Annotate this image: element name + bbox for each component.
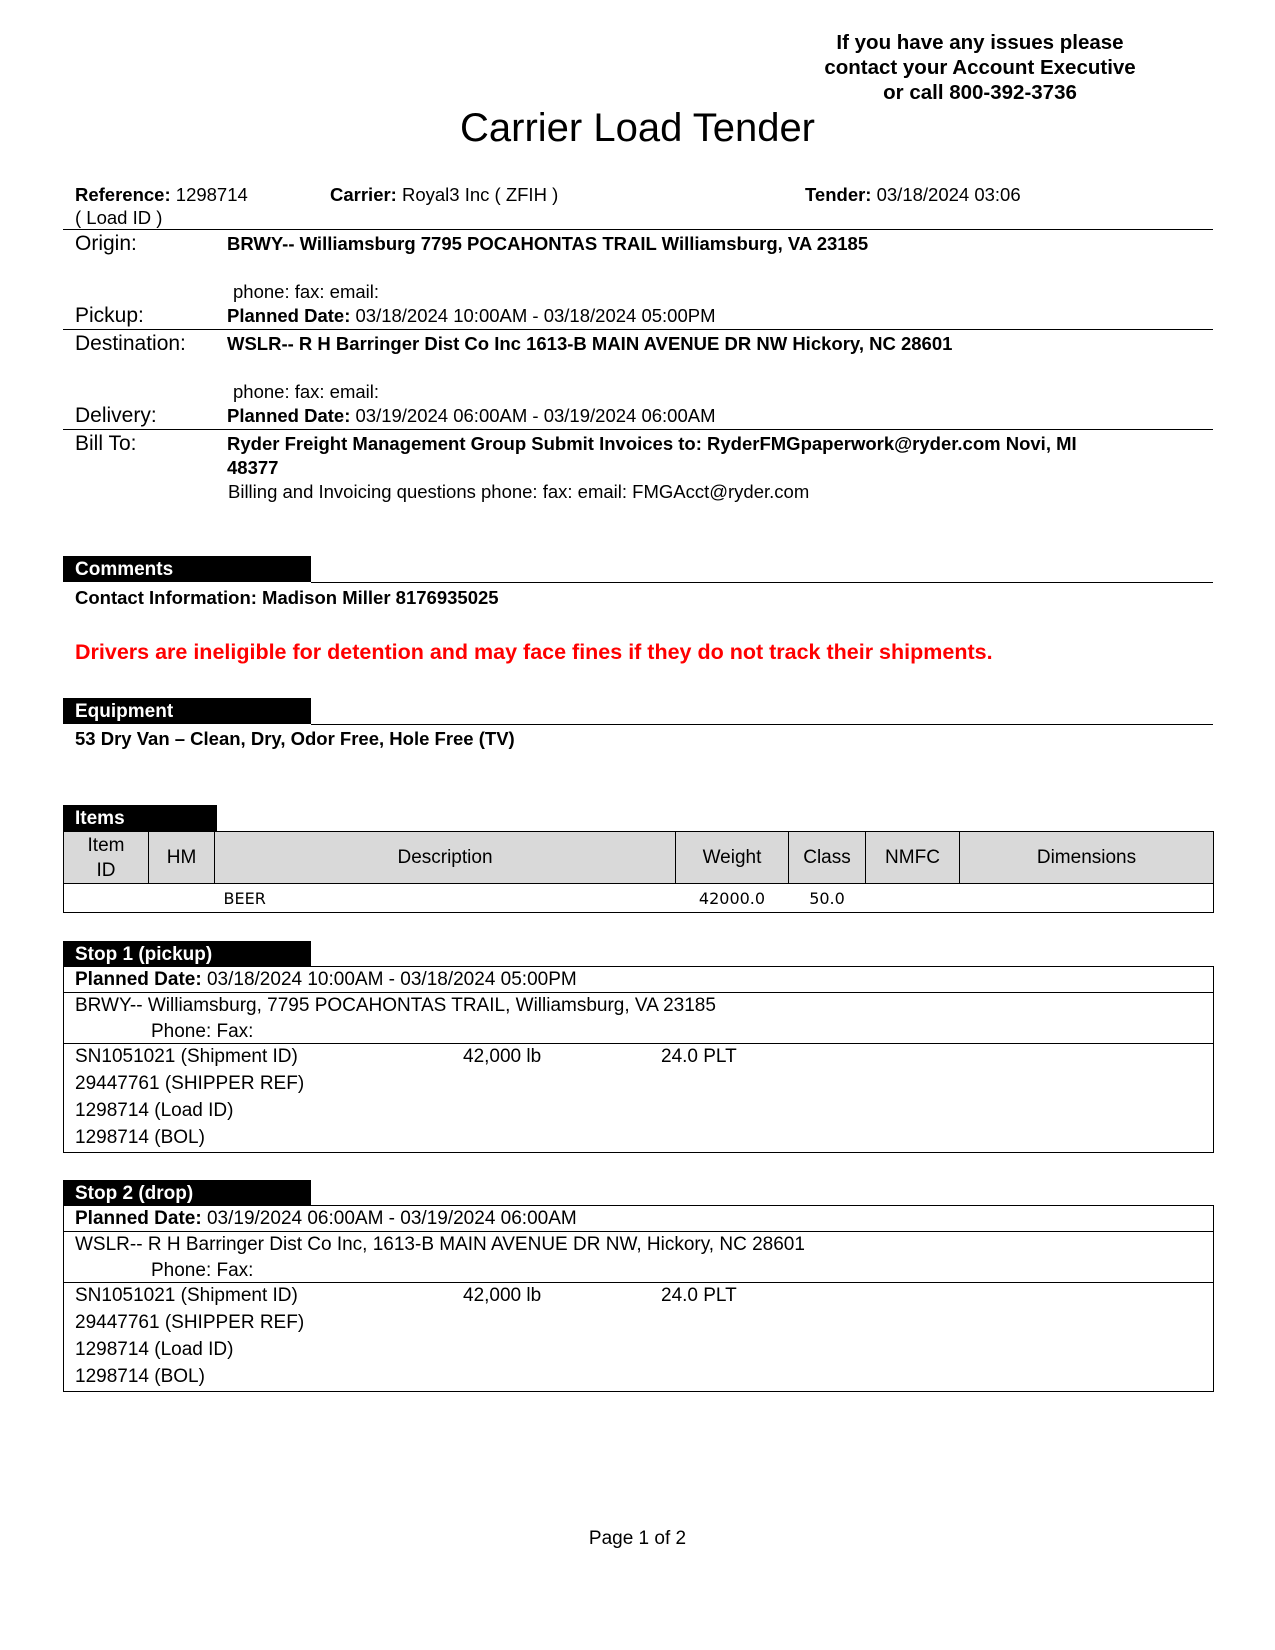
items-table [63, 831, 1214, 913]
contact-information: Contact Information: Madison Miller 8176935025 [75, 587, 499, 608]
cell-dimensions [960, 884, 1214, 913]
page-number: Page 1 of 2 [588, 1528, 687, 1549]
comments-header: Comments [63, 556, 311, 582]
notice-line-2: contact your Account Executive [824, 56, 1136, 79]
planned-date-value: 03/18/2024 10:00AM - 03/18/2024 05:00PM [355, 305, 716, 326]
planned-date-label: Planned Date: [227, 305, 351, 326]
stop-2-planned-date [75, 1208, 577, 1230]
table-row [64, 884, 1214, 913]
stop-2-address-row [64, 1232, 1213, 1283]
cell-description: BEER [223, 888, 266, 908]
notice-line-1: If you have any issues please [836, 31, 1124, 54]
stop-2-header: Stop 2 (drop) [63, 1180, 311, 1206]
stop-2-load-id: 1298714 (Load ID) [75, 1339, 234, 1360]
stop-1-bol: 1298714 (BOL) [75, 1127, 205, 1148]
origin-address: BRWY-- Williamsburg 7795 POCAHONTAS TRAIL Williamsburg, VA 23185 [227, 233, 869, 254]
column-hm: HM [149, 832, 215, 884]
destination-label: Destination: [75, 332, 186, 355]
bill-to-label: Bill To: [75, 432, 137, 455]
column-weight: Weight [676, 832, 789, 884]
bill-to-line-3: Billing and Invoicing questions phone: fax: email: FMGAcct@ryder.com [228, 481, 810, 502]
cell-hm [149, 884, 215, 913]
stop-2-phone-fax: Phone: Fax: [151, 1260, 254, 1281]
destination-address: WSLR-- R H Barringer Dist Co Inc 1613-B MAIN AVENUE DR NW Hickory, NC 28601 [227, 333, 953, 354]
carrier-label: Carrier: [330, 184, 397, 205]
planned-date-value: 03/19/2024 06:00AM - 03/19/2024 06:00AM [355, 405, 716, 426]
items-header-row [64, 832, 1214, 884]
column-item-id-line-2: ID [96, 859, 116, 881]
stop-2-bol: 1298714 (BOL) [75, 1366, 205, 1387]
stop-2-address: WSLR-- R H Barringer Dist Co Inc, 1613-B MAIN AVENUE DR NW, Hickory, NC 28601 [75, 1234, 805, 1255]
stop-1-address: BRWY-- Williamsburg, 7795 POCAHONTAS TRAIL, Williamsburg, VA 23185 [75, 995, 716, 1016]
cell-item-id [64, 884, 149, 913]
stop-1-date-row [64, 967, 1213, 993]
pickup-label: Pickup: [75, 304, 144, 327]
items-header: Items [63, 805, 217, 831]
bill-to-line-2: 48377 [227, 457, 279, 478]
account-executive-notice [810, 30, 1150, 105]
divider [63, 229, 1213, 230]
stop-1-load-id: 1298714 (Load ID) [75, 1100, 234, 1121]
divider [311, 582, 1213, 583]
notice-line-3: or call 800-392-3736 [883, 81, 1077, 104]
origin-contact: phone: fax: email: [233, 281, 380, 302]
stop-2-shipment-id: SN1051021 (Shipment ID) [75, 1285, 298, 1306]
planned-date-label: Planned Date: [227, 405, 351, 426]
planned-date-value: 03/19/2024 06:00AM - 03/19/2024 06:00AM [206, 1208, 577, 1229]
cell-class: 50.0 [809, 888, 845, 908]
carrier-value: Royal3 Inc ( ZFIH ) [401, 184, 559, 205]
stop-2-box [63, 1205, 1214, 1392]
column-item-id [64, 832, 149, 884]
delivery-planned-date [227, 405, 716, 427]
stop-2-shipper-ref: 29447761 (SHIPPER REF) [75, 1312, 305, 1333]
stop-1-header: Stop 1 (pickup) [63, 941, 311, 967]
reference-label: Reference: [75, 184, 171, 205]
divider [63, 429, 1213, 430]
column-item-id-line-1: Item [87, 834, 125, 856]
column-class: Class [789, 832, 866, 884]
cell-nmfc [866, 884, 960, 913]
page-title: Carrier Load Tender [459, 106, 816, 150]
reference-field [75, 184, 248, 206]
stop-1-phone-fax: Phone: Fax: [151, 1021, 254, 1042]
origin-label: Origin: [75, 232, 137, 255]
cell-weight: 42000.0 [698, 888, 766, 908]
planned-date-label: Planned Date: [75, 969, 202, 990]
stop-1-shipment-id: SN1051021 (Shipment ID) [75, 1046, 298, 1067]
carrier-field [330, 184, 558, 206]
bill-to-line-1: Ryder Freight Management Group Submit Invoices to: RyderFMGpaperwork@ryder.com Novi, MI [227, 433, 1077, 454]
delivery-label: Delivery: [75, 404, 157, 427]
stop-1-address-row [64, 993, 1213, 1044]
stop-2-date-row [64, 1206, 1213, 1232]
stop-2-weight: 42,000 lb [463, 1285, 542, 1306]
tracking-warning: Drivers are ineligible for detention and may face fines if they do not track their shipments. [75, 640, 993, 664]
pickup-planned-date [227, 305, 716, 327]
reference-sub: ( Load ID ) [75, 207, 163, 228]
planned-date-value: 03/18/2024 10:00AM - 03/18/2024 05:00PM [206, 969, 577, 990]
stop-1-shipper-ref: 29447761 (SHIPPER REF) [75, 1073, 305, 1094]
tender-label: Tender: [805, 184, 872, 205]
stop-1-box [63, 966, 1214, 1153]
reference-value: 1298714 [175, 184, 248, 205]
tender-field [805, 184, 1021, 206]
divider [311, 724, 1213, 725]
tender-value: 03/18/2024 03:06 [876, 184, 1021, 205]
destination-contact: phone: fax: email: [233, 381, 380, 402]
stop-2-pallets: 24.0 PLT [661, 1285, 737, 1306]
column-dimensions: Dimensions [960, 832, 1214, 884]
stop-1-planned-date [75, 969, 577, 991]
divider [63, 329, 1213, 330]
stop-1-weight: 42,000 lb [463, 1046, 542, 1067]
equipment-value: 53 Dry Van – Clean, Dry, Odor Free, Hole Free (TV) [75, 728, 515, 749]
planned-date-label: Planned Date: [75, 1208, 202, 1229]
column-description: Description [215, 832, 676, 884]
equipment-header: Equipment [63, 698, 311, 724]
stop-1-pallets: 24.0 PLT [661, 1046, 737, 1067]
column-nmfc: NMFC [866, 832, 960, 884]
